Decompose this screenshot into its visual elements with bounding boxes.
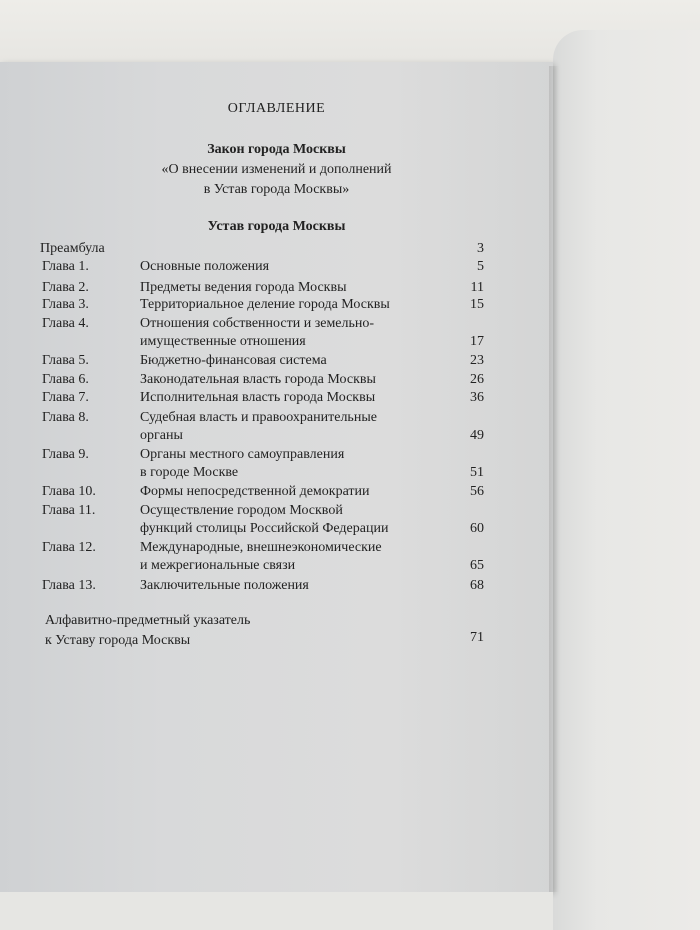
chapter-title-line: Предметы ведения города Москвы <box>140 280 347 295</box>
chapter-title-line: имущественные отношения <box>140 334 306 349</box>
preamble-label: Преамбула <box>40 241 105 256</box>
chapter-title-line: Основные положения <box>140 259 270 274</box>
chapter-page: 49 <box>470 428 484 443</box>
chapter-title-line: функций столицы Российской Федерации <box>140 521 389 536</box>
chapter-number: Глава 8. <box>42 410 89 425</box>
chapter-number: Глава 4. <box>42 316 89 331</box>
charter-title: Устав города Москвы <box>207 219 346 234</box>
chapter-title-line: Законодательная власть города Москвы <box>140 372 376 387</box>
chapter-number: Глава 3. <box>42 297 89 312</box>
preamble-page: 3 <box>477 241 484 256</box>
chapter-page: 5 <box>477 259 484 274</box>
law-subtitle-line2: в Устав города Москвы» <box>203 182 350 197</box>
chapter-number: Глава 6. <box>42 372 89 387</box>
chapter-page: 51 <box>470 465 484 480</box>
chapter-number: Глава 9. <box>42 447 89 462</box>
index-line1: Алфавитно-предметный указатель <box>45 613 251 628</box>
chapter-title-line: Формы непосредственной демократии <box>140 484 370 499</box>
chapter-number: Глава 13. <box>42 578 96 593</box>
chapter-title-line: Бюджетно-финансовая система <box>140 353 327 368</box>
chapter-title-line: Осуществление городом Москвой <box>140 503 343 518</box>
chapter-number: Глава 10. <box>42 484 96 499</box>
chapter-page: 23 <box>470 353 484 368</box>
law-subtitle-line1: «О внесении изменений и дополнений <box>161 162 392 177</box>
table-surface <box>0 892 553 930</box>
chapter-title-line: Заключительные положения <box>140 578 309 593</box>
chapter-number: Глава 5. <box>42 353 89 368</box>
chapter-title-line: и межрегиональные связи <box>140 558 296 573</box>
chapter-number: Глава 1. <box>42 259 89 274</box>
chapter-title-line: Территориальное деление города Москвы <box>140 297 390 312</box>
facing-page <box>553 30 700 930</box>
index-page: 71 <box>470 630 484 645</box>
chapter-title-line: Исполнительная власть города Москвы <box>140 390 376 405</box>
chapter-page: 56 <box>470 484 484 499</box>
chapter-title-line: Международные, внешнеэкономические <box>140 540 382 555</box>
chapter-number: Глава 7. <box>42 390 89 405</box>
law-title: Закон города Москвы <box>207 142 346 157</box>
chapter-title-line: Судебная власть и правоохранительные <box>140 410 377 425</box>
chapter-title-line: Органы местного самоуправления <box>140 447 345 462</box>
chapter-page: 11 <box>470 280 484 295</box>
chapter-number: Глава 12. <box>42 540 96 555</box>
chapter-page: 65 <box>470 558 484 573</box>
index-line2: к Уставу города Москвы <box>45 633 191 648</box>
chapter-title-line: Отношения собственности и земельно- <box>140 316 375 331</box>
chapter-page: 26 <box>470 372 484 387</box>
chapter-page: 17 <box>470 334 484 349</box>
chapter-number: Глава 11. <box>42 503 96 518</box>
chapter-page: 36 <box>470 390 484 405</box>
chapter-number: Глава 2. <box>42 280 89 295</box>
toc-heading: ОГЛАВЛЕНИЕ <box>227 101 326 116</box>
chapter-page: 68 <box>470 578 484 593</box>
chapter-title-line: органы <box>140 428 183 443</box>
chapter-page: 15 <box>470 297 484 312</box>
chapter-page: 60 <box>470 521 484 536</box>
chapter-title-line: в городе Москве <box>140 465 239 480</box>
